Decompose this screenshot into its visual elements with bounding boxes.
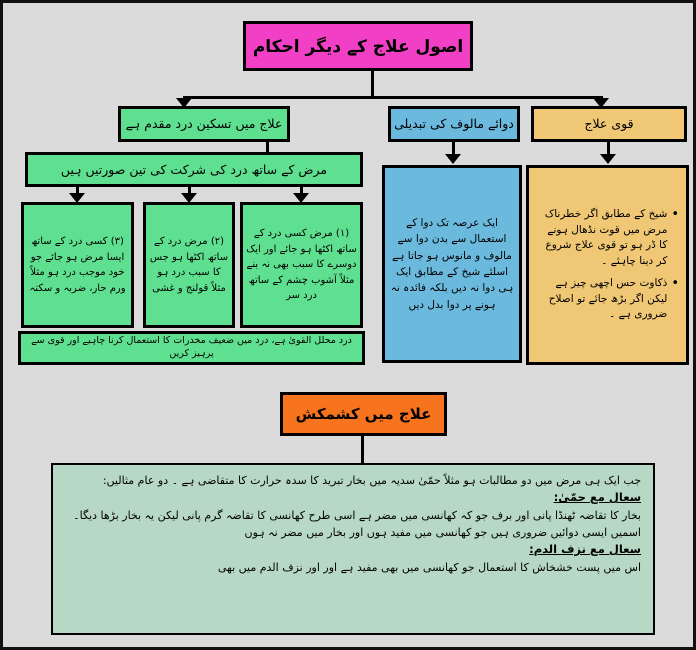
pain-subheader-text: مرض کے ساتھ درد کی شرکت کی تین صورتیں ہیں: [60, 161, 328, 177]
medicine-body-box: [382, 165, 522, 363]
title-box: [243, 21, 473, 71]
pain-case3-text: (۳) کسی درد کے ساتھ ایسا مرض ہو جائے جو خود موجب درد ہو مثلاً ورم حار، ضربہ و سکتہ: [29, 236, 126, 294]
conflict-detail-box: [51, 463, 655, 635]
title-text: اصول علاج کے دیگر احکام: [252, 36, 464, 57]
medicine-header-box: [388, 106, 520, 142]
strong-bullet-2-text: ذکاوت حس اچھی چیز ہے لیکن اگر بڑھ جائے تو اصلاح ضروری ہے ۔: [548, 276, 668, 321]
strong-bullet-1: [536, 207, 679, 270]
conflict-example1-text: بخار کا تقاضہ ٹھنڈا پانی اور برف جو کہ کھانسی میں مضر ہے اسی طرح کھانسی کا تقاضہ گرم پانی لیکن یہ بخار بڑھا دیگا۔ اسمیں ایسی دوائیں ضروری ہیں جو کھانسی میں مفید ہوں اور بخار میں مضر نہ ہوں: [73, 508, 641, 539]
conflict-header-box: [280, 392, 447, 436]
medicine-header-text: دوائے مالوف کی تبدیلی: [394, 116, 514, 132]
arrow-down-to-medicine-body: [445, 154, 461, 164]
pain-footer-box: [18, 331, 365, 365]
pain-header-box: [118, 106, 290, 142]
conflict-intro-text: جب ایک ہی مرض میں دو مطالبات ہو مثلاً حمّیٰ سدیہ میں بخار تبرید کا سدہ حرارت کا متقاضی ہے ۔ دو عام مثالیں:: [102, 474, 641, 487]
pain-case3-box: [21, 202, 134, 328]
pain-subheader-box: [25, 152, 363, 187]
connector-conflict-stem: [361, 434, 364, 464]
connector-branch-hline: [183, 96, 603, 99]
strong-bullet-2: [536, 276, 679, 323]
strong-body-box: [526, 165, 689, 365]
connector-strong-stem: [607, 140, 610, 155]
pain-case1-text: (۱) مرض کسی درد کے ساتھ اکٹھا ہو جائے اور ایک دوسرے کا سبب بھی نہ بنے مثلاً آشوب چشم کے ساتھ درد سر: [246, 228, 357, 302]
bullet-dot-icon: •: [671, 206, 679, 222]
conflict-example2-text: اس میں پست خشخاش کا استعمال جو کھانسی میں بھی مفید ہے اور اور نزف الدم میں بھی: [217, 560, 641, 574]
connector-medicine-stem: [452, 140, 455, 155]
conflict-example1-heading: سعال مع حمّیٰ:: [553, 490, 641, 505]
pain-case2-box: [143, 202, 235, 328]
conflict-header-text: علاج میں کشمکش: [295, 405, 432, 423]
conflict-example2-heading: سعال مع نزف الدم:: [529, 541, 641, 556]
pain-case1-box: [240, 202, 363, 328]
pain-header-text: علاج میں تسکین درد مقدم ہے: [125, 116, 283, 132]
connector-title-stem: [371, 69, 374, 98]
medicine-body-text: ایک عرصہ تک دوا کے استعمال سے بدن دوا سے مالوف و مانوس ہو جاتا ہے اسلئے شیخ کے مطابق ایک ہی دوا نہ دیں بلکہ فائدہ نہ ہونے پر دوا بدل دیں: [390, 217, 514, 311]
bullet-dot-icon: •: [671, 275, 679, 291]
pain-case2-text: (۲) مرض درد کے ساتھ اکٹھا ہو جس کا سبب درد ہو مثلاً قولنج و غشی: [149, 236, 229, 294]
strong-header-text: قوی علاج: [584, 116, 634, 132]
strong-header-box: [531, 106, 687, 142]
strong-bullet-1-text: شیخ کے مطابق اگر خطرناک مرض میں قوت نڈھال ہونے کا ڈر ہو تو قوی علاج شروع کر دینا چاہئے ۔: [544, 207, 668, 268]
pain-footer-text: درد محلل القویٰ ہے، درد میں ضعیف مخدرات کا استعمال کرنا چاہیے اور قوی سے پرہیز کریں: [31, 335, 352, 359]
arrow-down-to-strong-body: [600, 154, 616, 164]
